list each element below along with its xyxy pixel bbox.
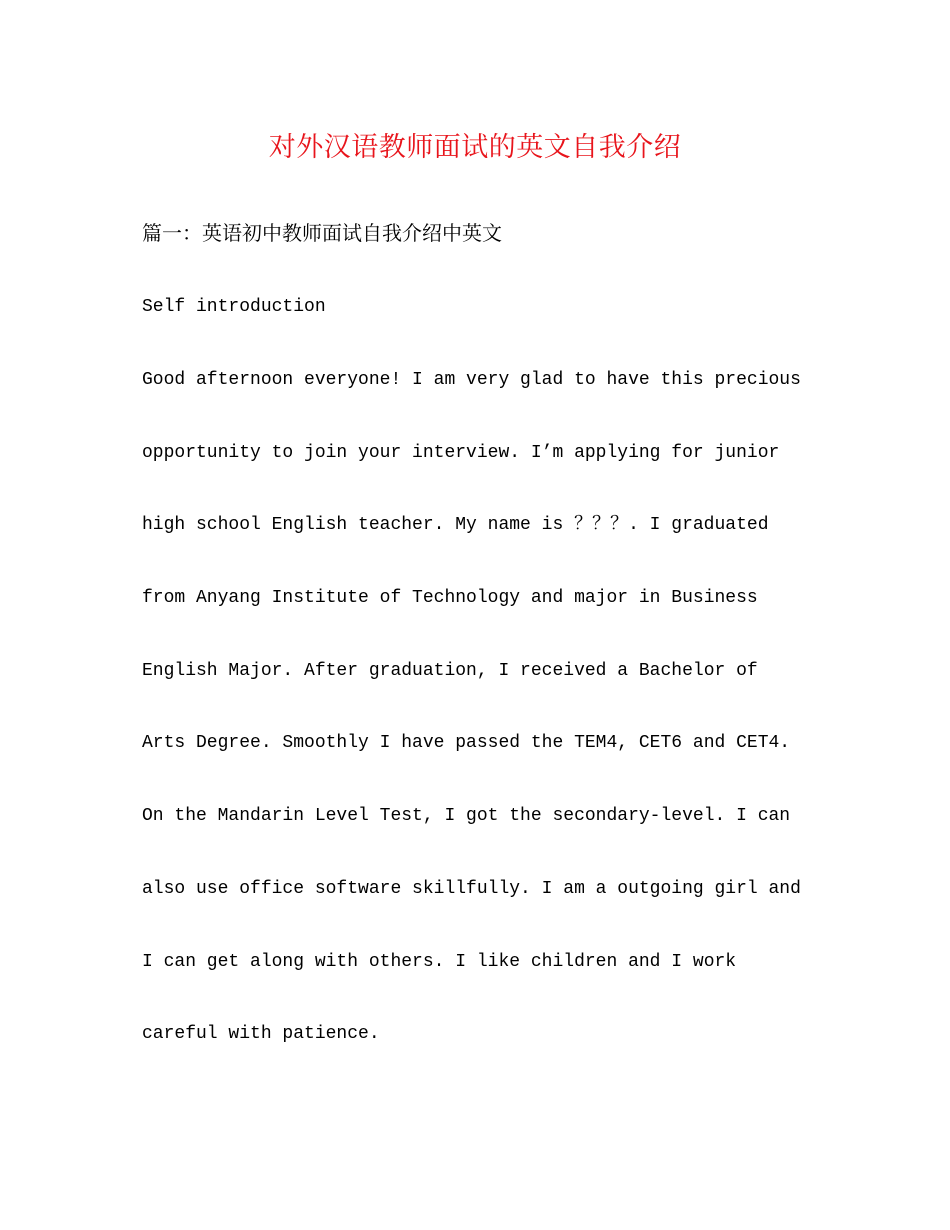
body-line: English Major. After graduation, I received a Bachelor of bbox=[142, 661, 758, 681]
body-line: also use office software skillfully. I am a outgoing girl and bbox=[142, 879, 801, 899]
body-line: Good afternoon everyone! I am very glad to have this precious bbox=[142, 370, 801, 390]
section-heading: 篇一：英语初中教师面试自我介绍中英文 bbox=[142, 221, 502, 245]
body-line: high school English teacher. My name is ？？？. I graduated bbox=[142, 515, 769, 535]
body-line: I can get along with others. I like children and I work bbox=[142, 952, 737, 972]
document-title: 对外汉语教师面试的英文自我介绍 bbox=[268, 132, 682, 163]
body-line: On the Mandarin Level Test, I got the secondary-level. I can bbox=[142, 806, 791, 826]
body-line-self-introduction: Self introduction bbox=[142, 297, 326, 317]
body-line: from Anyang Institute of Technology and major in Business bbox=[142, 588, 758, 608]
body-line: careful with patience. bbox=[142, 1024, 380, 1044]
body-line: opportunity to join your interview. I’m applying for junior bbox=[142, 443, 780, 463]
body-line: Arts Degree. Smoothly I have passed the TEM4, CET6 and CET4. bbox=[142, 733, 791, 753]
